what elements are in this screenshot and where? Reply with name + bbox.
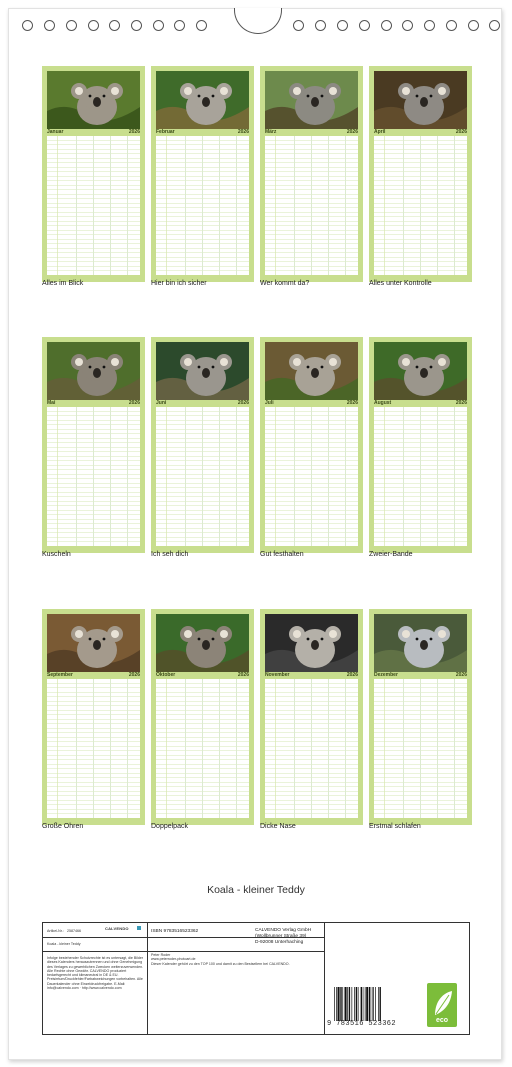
divider (43, 951, 147, 952)
grid-column (328, 679, 329, 818)
rights-text: Infolge bestehender Schutzrechte ist es untersagt, die Bilder dieses Kalenders herauszutrennen und ohne Genehmigung des Verlages zu gewerblichen Zwecken weiterzuverwenden. Alle Rechte ohne Gewähr. CALVENDO produziert bedarfsgerecht und klimaneutral in DE & EU. Preisirrtum/Druckfehler/Farbabweichungen vorbehalten. Alle Dauerkalender ohne Einzeldruckfreigabe. E-Mail: info@calvendo.com · http://www.calvendo.com (47, 956, 144, 991)
grid-column (219, 136, 220, 275)
publisher-name: CALVENDO Verlag GmbH (255, 928, 312, 933)
month-name: Januar (47, 129, 64, 135)
month-page (42, 66, 145, 282)
month-caption: Kuscheln (42, 551, 71, 558)
eco-badge (427, 983, 457, 1027)
month-caption: Gut festhalten (260, 551, 304, 558)
grid-column (294, 679, 295, 818)
month-page (151, 337, 254, 553)
author-note: Dieser Kalender gehört zu den TOP 100 und damit zu den Bestsellern bei CALVENDO. (151, 961, 290, 966)
month-name: Dezember (374, 672, 398, 678)
author-name: Peter Roder (151, 953, 171, 957)
month-grid (374, 679, 467, 818)
grid-column (311, 679, 312, 818)
month-grid (47, 679, 140, 818)
grid-column (185, 407, 186, 546)
grid-column (437, 407, 438, 546)
month-page (260, 337, 363, 553)
month-caption: Hier bin ich sicher (151, 280, 207, 287)
binding-hole (131, 20, 142, 31)
binding-hole (293, 20, 304, 31)
binding-hole (468, 20, 479, 31)
grid-column (110, 407, 111, 546)
month-caption: Ich seh dich (151, 551, 189, 558)
month-name: Februar (156, 129, 175, 135)
month-caption: Alles im Blick (42, 280, 84, 287)
month-year: 2026 (237, 129, 249, 135)
grid-column (420, 407, 421, 546)
grid-column (93, 407, 94, 546)
month-name: Juni (156, 400, 167, 406)
grid-column (454, 407, 455, 546)
grid-column (236, 136, 237, 275)
barcode-bar (345, 987, 347, 1021)
grid-column (76, 407, 77, 546)
month-year: 2026 (346, 129, 358, 135)
barcode-bar (340, 987, 341, 1021)
binding-hole (153, 20, 164, 31)
publisher-logo-mark (137, 926, 141, 930)
publisher-logo: CALVENDO (105, 926, 129, 931)
publisher-city: D-92008 Unterhaching (255, 940, 304, 945)
month-caption: Alles unter Kontrolle (369, 280, 432, 287)
barcode-bar (369, 987, 370, 1021)
koala-photo (156, 614, 249, 672)
binding-hole (44, 20, 55, 31)
month-year: 2026 (128, 672, 140, 678)
month-page (151, 609, 254, 825)
month-header (374, 672, 467, 678)
binding-hole (66, 20, 77, 31)
month-caption: Große Ohren (42, 823, 84, 830)
grid-column (93, 136, 94, 275)
month-header (47, 400, 140, 406)
author-url: www.peterroder-photoart.de (151, 957, 196, 961)
month-year: 2026 (128, 400, 140, 406)
month-grid (47, 407, 140, 546)
binding-hole (424, 20, 435, 31)
month-name: Mai (47, 400, 56, 406)
koala-photo (156, 342, 249, 400)
month-year: 2026 (128, 129, 140, 135)
publisher-street: (Wollbrunner Straße 39) (255, 934, 307, 939)
barcode-bar (347, 987, 348, 1021)
barcode-bar (354, 987, 355, 1021)
grid-column (403, 136, 404, 275)
month-grid (265, 136, 358, 275)
koala-photo (47, 71, 140, 129)
grid-column (403, 407, 404, 546)
grid-column (202, 407, 203, 546)
month-page (260, 66, 363, 282)
grid-column (294, 136, 295, 275)
article-number: 2587466 (67, 929, 81, 933)
koala-photo (374, 342, 467, 400)
barcode-bar (358, 987, 359, 1021)
month-grid (156, 136, 249, 275)
barcode-bar (378, 987, 379, 1021)
grid-column (454, 679, 455, 818)
month-caption: Dicke Nase (260, 823, 296, 830)
month-grid (156, 679, 249, 818)
koala-photo (374, 614, 467, 672)
barcode-bar (338, 987, 340, 1021)
barcode-bar (352, 987, 353, 1021)
month-grid (47, 136, 140, 275)
month-year: 2026 (346, 672, 358, 678)
binding-hole (88, 20, 99, 31)
month-year: 2026 (346, 400, 358, 406)
month-name: Juli (265, 400, 274, 406)
grid-column (345, 136, 346, 275)
month-page (369, 337, 472, 553)
koala-photo (156, 71, 249, 129)
month-header (156, 672, 249, 678)
barcode-bar (365, 987, 366, 1021)
month-year: 2026 (455, 400, 467, 406)
month-name: April (374, 129, 386, 135)
koala-photo (265, 71, 358, 129)
grid-column (345, 407, 346, 546)
divider (43, 937, 147, 938)
barcode-bar (375, 987, 376, 1021)
binding-hole (174, 20, 185, 31)
grid-column (185, 679, 186, 818)
month-name: November (265, 672, 290, 678)
grid-column (110, 136, 111, 275)
imprint-box (42, 922, 470, 1035)
month-caption: Zweier-Bande (369, 551, 413, 558)
month-page (260, 609, 363, 825)
grid-column (437, 136, 438, 275)
month-header (156, 129, 249, 135)
month-page (42, 609, 145, 825)
grid-column (219, 407, 220, 546)
month-page (151, 66, 254, 282)
grid-column (345, 679, 346, 818)
grid-column (127, 407, 128, 546)
binding-hole (381, 20, 392, 31)
isbn: ISBN 9783516523362 (151, 929, 199, 934)
koala-photo (47, 614, 140, 672)
month-name: August (374, 400, 392, 406)
month-caption: Wer kommt da? (260, 280, 310, 287)
binding-hole (359, 20, 370, 31)
article-label: Artikel-Nr.: (47, 929, 64, 933)
barcode-bar (361, 987, 362, 1021)
grid-column (454, 136, 455, 275)
barcode-bar (366, 987, 368, 1021)
binding-hole (489, 20, 500, 31)
month-header (156, 400, 249, 406)
eco-column (426, 923, 469, 1034)
grid-column (328, 407, 329, 546)
month-caption: Erstmal schlafen (369, 823, 421, 830)
grid-column (328, 136, 329, 275)
grid-column (420, 136, 421, 275)
barcode-bar (349, 987, 350, 1021)
calendar-title: Koala - kleiner Teddy (207, 884, 305, 896)
barcode-bar (356, 987, 357, 1021)
month-header (374, 129, 467, 135)
binding-hole (22, 20, 33, 31)
grid-column (311, 407, 312, 546)
month-grid (374, 407, 467, 546)
month-page (42, 337, 145, 553)
binding-hole (196, 20, 207, 31)
grid-column (202, 136, 203, 275)
grid-column (76, 679, 77, 818)
barcode-icon (333, 987, 399, 1021)
barcode-number: 9 783516 523362 (327, 1020, 397, 1028)
grid-column (110, 679, 111, 818)
month-year: 2026 (237, 400, 249, 406)
month-grid (156, 407, 249, 546)
month-page (369, 609, 472, 825)
month-year: 2026 (237, 672, 249, 678)
grid-column (311, 136, 312, 275)
month-name: September (47, 672, 73, 678)
month-header (47, 129, 140, 135)
month-year: 2026 (455, 672, 467, 678)
binding-hole (109, 20, 120, 31)
barcode-bar (363, 987, 364, 1021)
imprint-info-column (43, 923, 148, 1034)
month-header (47, 672, 140, 678)
imprint-publisher-column (255, 923, 426, 1034)
grid-column (93, 679, 94, 818)
barcode-bar (342, 987, 343, 1021)
grid-column (76, 136, 77, 275)
koala-photo (265, 614, 358, 672)
grid-column (185, 136, 186, 275)
month-grid (374, 136, 467, 275)
barcode-bar (373, 987, 374, 1021)
month-header (374, 400, 467, 406)
month-grid (265, 407, 358, 546)
month-caption: Doppelpack (151, 823, 188, 830)
month-header (265, 129, 358, 135)
binding-hole (446, 20, 457, 31)
eco-label: eco (435, 1017, 449, 1024)
product-title: Koala - kleiner Teddy (47, 942, 81, 946)
barcode-bar (334, 987, 335, 1021)
grid-column (127, 136, 128, 275)
barcode-bar (336, 987, 337, 1021)
grid-column (127, 679, 128, 818)
grid-column (236, 407, 237, 546)
grid-column (403, 679, 404, 818)
koala-photo (265, 342, 358, 400)
month-page (369, 66, 472, 282)
barcode-bar (380, 987, 381, 1021)
grid-column (202, 679, 203, 818)
month-header (265, 400, 358, 406)
koala-photo (47, 342, 140, 400)
binding-hole (402, 20, 413, 31)
grid-column (437, 679, 438, 818)
koala-photo (374, 71, 467, 129)
grid-column (294, 407, 295, 546)
binding-hole (315, 20, 326, 31)
month-year: 2026 (455, 129, 467, 135)
barcode-bar (372, 987, 373, 1021)
grid-column (219, 679, 220, 818)
binding-hole (337, 20, 348, 31)
month-header (265, 672, 358, 678)
grid-column (236, 679, 237, 818)
month-grid (265, 679, 358, 818)
divider (148, 951, 325, 952)
month-name: März (265, 129, 277, 135)
month-name: Oktober (156, 672, 176, 678)
grid-column (420, 679, 421, 818)
